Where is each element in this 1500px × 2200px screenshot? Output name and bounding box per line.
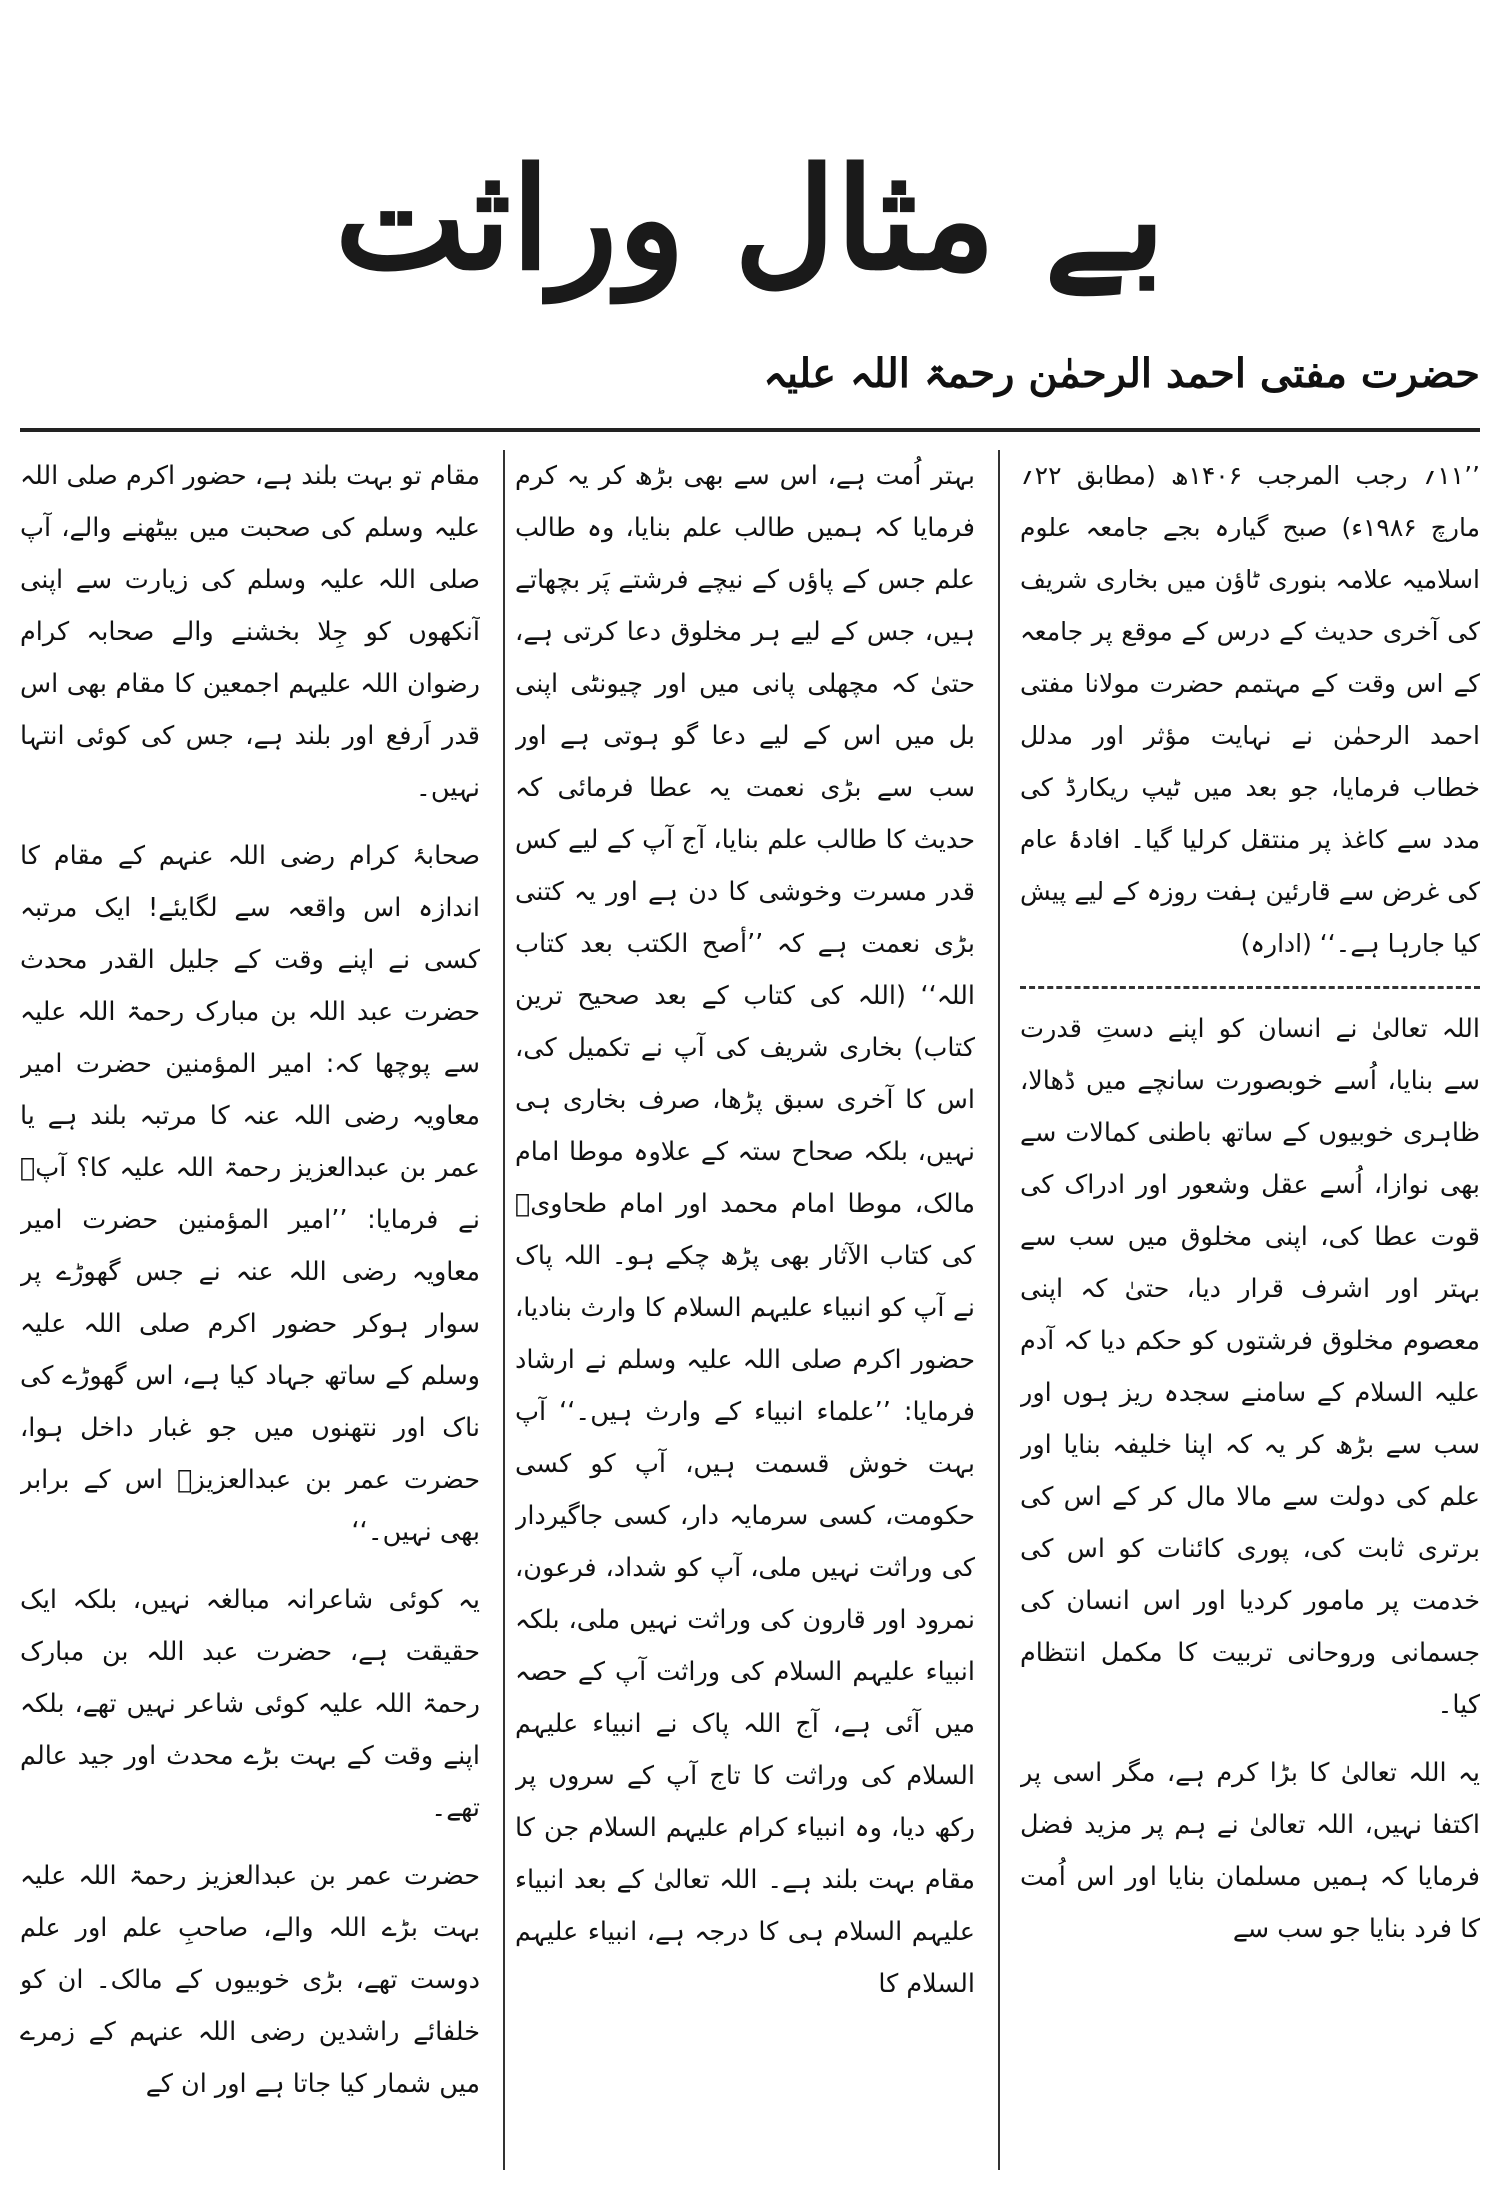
column-divider: [503, 450, 505, 2170]
paragraph: یہ اللہ تعالیٰ کا بڑا کرم ہے، مگر اسی پر اکتفا نہیں، اللہ تعالیٰ نے ہم پر مزید فضل فرمایا کہ ہمیں مسلمان بنایا اور اس اُمت کا فرد بنایا جو سب سے: [1020, 1758, 1480, 1944]
paragraph: مقام تو بہت بلند ہے، حضور اکرم صلی اللہ علیہ وسلم کی صحبت میں بیٹھنے والے، آپ صلی اللہ علیہ وسلم کی زیارت سے اپنی آنکھوں کو جِلا بخشنے والے صحابہ کرام رضوان اللہ علیہم اجمعین کا مقام بھی اس قدر اَرفع اور بلند ہے، جس کی کوئی انتہا نہیں۔: [20, 461, 480, 803]
column-divider: [998, 450, 1000, 2170]
paragraph: اللہ تعالیٰ نے انسان کو اپنے دستِ قدرت سے بنایا، اُسے خوبصورت سانچے میں ڈھالا، ظاہری خوبیوں کے ساتھ باطنی کمالات سے بھی نوازا، اُسے عقل وشعور اور ادراک کی قوت عطا کی، اپنی مخلوق میں سب سے بہتر اور اشرف قرار دیا، حتیٰ کہ اپنی معصوم مخلوق فرشتوں کو حکم دیا کہ آدم علیہ السلام کے سامنے سجدہ ریز ہوں اور سب سے بڑھ کر یہ کہ اپنا خلیفہ بنایا اور علم کی دولت سے مالا مال کر کے اس کی برتری ثابت کی، پوری کائنات کو اس کی خدمت پر مامور کردیا اور اس انسان کی جسمانی وروحانی تربیت کا مکمل انتظام کیا۔: [1020, 1014, 1480, 1720]
intro-separator: [1020, 986, 1480, 989]
editorial-intro: ’’۱۱؍ رجب المرجب ۱۴۰۶ھ (مطابق ۲۲؍ مارچ ۱۹۸۶ء) صبح گیارہ بجے جامعہ علوم اسلامیہ علامہ بنوری ٹاؤن میں بخاری شریف کی آخری حدیث کے درس کے موقع پر جامعہ کے اس وقت کے مہتمم حضرت مولانا مفتی احمد الرحمٰن نے نہایت مؤثر اور مدلل خطاب فرمایا، جو بعد میں ٹیپ ریکارڈ کی مدد سے کاغذ پر منتقل کرلیا گیا۔ افادۂ عام کی غرض سے قارئین ہفت روزہ کے لیے پیش کیا جارہا ہے۔‘‘ (ادارہ): [1020, 461, 1480, 958]
column-left: [20, 450, 480, 2170]
column-right: [1020, 450, 1480, 2170]
column-middle: [515, 450, 975, 2170]
header-rule: [20, 428, 1480, 432]
article-title: بے مثال وراثت: [334, 138, 1166, 302]
author-byline: حضرت مفتی احمد الرحمٰن رحمۃ اللہ علیہ: [763, 350, 1480, 397]
paragraph: صحابۂ کرام رضی اللہ عنہم کے مقام کا اندازہ اس واقعہ سے لگایئے! ایک مرتبہ کسی نے اپنے وقت کے جلیل القدر محدث حضرت عبد اللہ بن مبارک رحمۃ اللہ علیہ سے پوچھا کہ: امیر المؤمنین حضرت امیر معاویہ رضی اللہ عنہ کا مرتبہ بلند ہے یا عمر بن عبدالعزیز رحمۃ اللہ علیہ کا؟ آپؒ نے فرمایا: ’’امیر المؤمنین حضرت امیر معاویہ رضی اللہ عنہ نے جس گھوڑے پر سوار ہوکر حضور اکرم صلی اللہ علیہ وسلم کے ساتھ جہاد کیا ہے، اس گھوڑے کی ناک اور نتھنوں میں جو غبار داخل ہوا، حضرت عمر بن عبدالعزیزؒ اس کے برابر بھی نہیں۔‘‘: [20, 841, 480, 1547]
paragraph: حضرت عمر بن عبدالعزیز رحمۃ اللہ علیہ بہت بڑے اللہ والے، صاحبِ علم اور علم دوست تھے، بڑی خوبیوں کے مالک۔ ان کو خلفائے راشدین رضی اللہ عنہم کے زمرے میں شمار کیا جاتا ہے اور ان کے: [20, 1861, 480, 2099]
paragraph: یہ کوئی شاعرانہ مبالغہ نہیں، بلکہ ایک حقیقت ہے، حضرت عبد اللہ بن مبارک رحمۃ اللہ علیہ کوئی شاعر نہیں تھے، بلکہ اپنے وقت کے بہت بڑے محدث اور جید عالم تھے۔: [20, 1585, 480, 1823]
paragraph: بہتر اُمت ہے، اس سے بھی بڑھ کر یہ کرم فرمایا کہ ہمیں طالب علم بنایا، وہ طالب علم جس کے پاؤں کے نیچے فرشتے پَر بچھاتے ہیں، جس کے لیے ہر مخلوق دعا کرتی ہے، حتیٰ کہ مچھلی پانی میں اور چیونٹی اپنی بل میں اس کے لیے دعا گو ہوتی ہے اور سب سے بڑی نعمت یہ عطا فرمائی کہ حدیث کا طالب علم بنایا، آج آپ کے لیے کس قدر مسرت وخوشی کا دن ہے اور یہ کتنی بڑی نعمت ہے کہ ’’أصح الکتب بعد کتاب اللہ‘‘ (اللہ کی کتاب کے بعد صحیح ترین کتاب) بخاری شریف کی آپ نے تکمیل کی، اس کا آخری سبق پڑھا، صرف بخاری ہی نہیں، بلکہ صحاح ستہ کے علاوہ موطا امام مالک، موطا امام محمد اور امام طحاویؒ کی کتاب الآثار بھی پڑھ چکے ہو۔ اللہ پاک نے آپ کو انبیاء علیہم السلام کا وارث بنادیا، حضور اکرم صلی اللہ علیہ وسلم نے ارشاد فرمایا: ’’علماء انبیاء کے وارث ہیں۔‘‘ آپ بہت خوش قسمت ہیں، آپ کو کسی حکومت، کسی سرمایہ دار، کسی جاگیردار کی وراثت نہیں ملی، آپ کو شداد، فرعون، نمرود اور قارون کی وراثت نہیں ملی، بلکہ انبیاء علیہم السلام کی وراثت آپ کے حصہ میں آئی ہے، آج اللہ پاک نے انبیاء علیہم السلام کی وراثت کا تاج آپ کے سروں پر رکھ دیا، وہ انبیاء کرام علیہم السلام جن کا مقام بہت بلند ہے۔ اللہ تعالیٰ کے بعد انبیاء علیہم السلام ہی کا درجہ ہے، انبیاء علیہم السلام کا: [515, 461, 975, 1999]
